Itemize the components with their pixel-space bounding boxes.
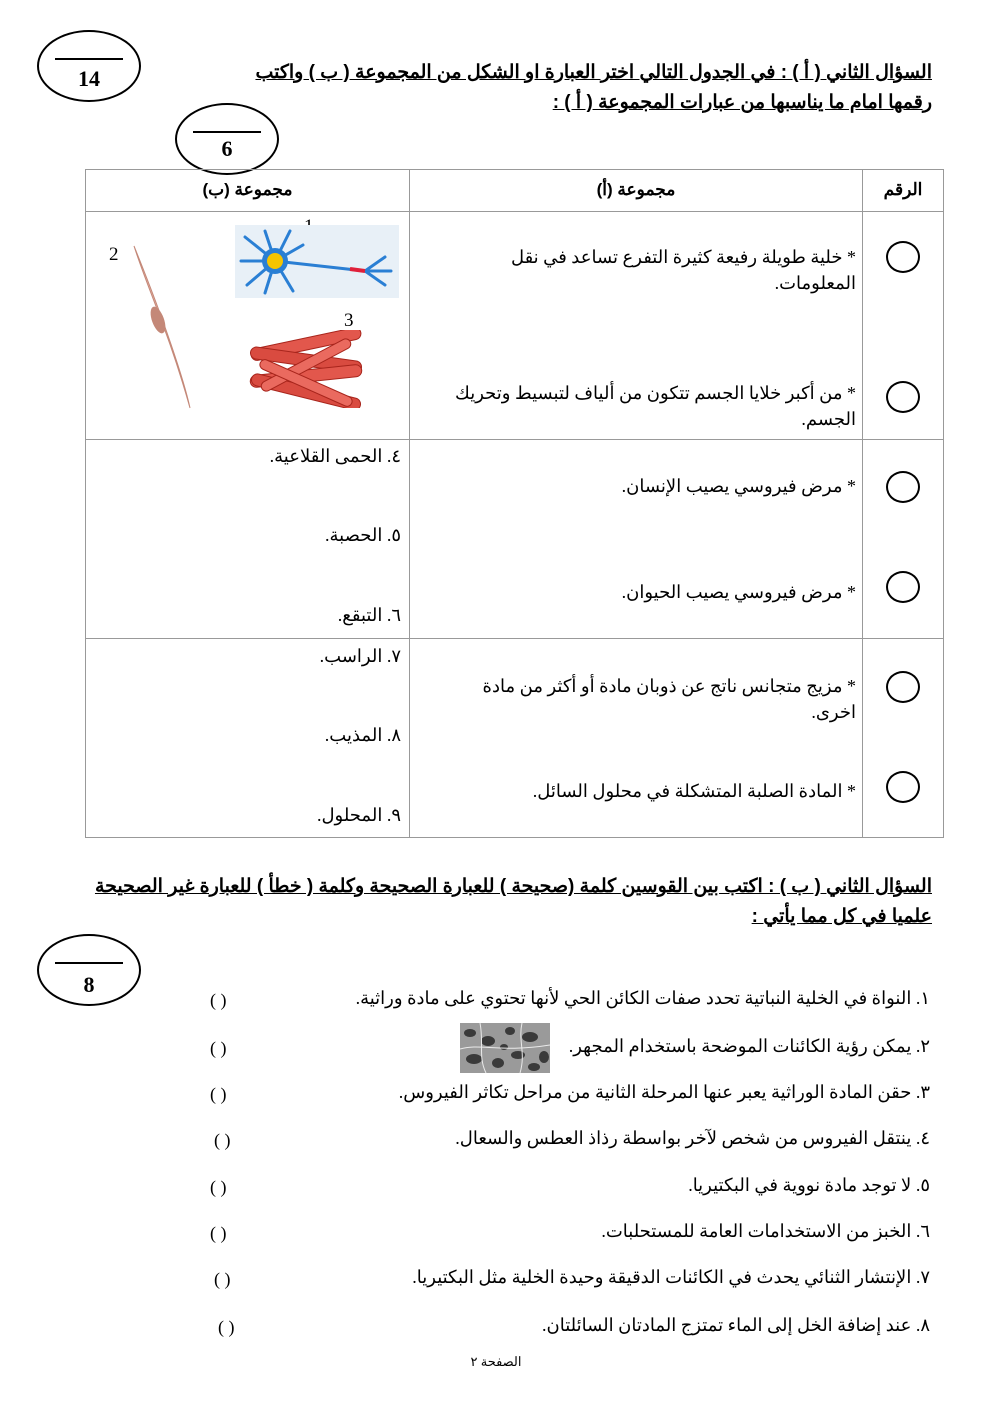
part-a-score: 6 bbox=[221, 136, 233, 161]
statement-3: * مرض فيروسي يصيب الإنسان. bbox=[621, 476, 856, 496]
col-number-header: الرقم bbox=[883, 180, 923, 199]
part-b-score: 8 bbox=[83, 972, 95, 997]
answer-paren-1[interactable]: ( ) bbox=[210, 990, 227, 1010]
tf-item-8: ٨. عند إضافة الخل إلى الماء تمتزج المادتان السائلتان. bbox=[541, 1315, 930, 1335]
total-score-circle bbox=[37, 30, 141, 102]
answer-circle-2[interactable] bbox=[886, 381, 920, 413]
tf-item-1: ١. النواة في الخلية النباتية تحدد صفات الكائن الحي لأنها تحتوي على مادة وراثية. bbox=[355, 988, 930, 1008]
tf-item-3: ٣. حقن المادة الوراثية يعبر عنها المرحلة الثانية من مراحل تكاثر الفيروس. bbox=[398, 1082, 930, 1102]
option-7: ٧. الراسب. bbox=[319, 646, 401, 666]
option-8: ٨. المذيب. bbox=[324, 725, 401, 745]
answer-paren-4[interactable]: ( ) bbox=[214, 1130, 231, 1150]
image-label-2: 2 bbox=[109, 244, 119, 265]
answer-paren-8[interactable]: ( ) bbox=[218, 1317, 235, 1337]
page-number: الصفحة ٢ bbox=[470, 1354, 522, 1369]
part-b-heading-line2: علميا في كل مما يأتي : bbox=[751, 906, 932, 927]
answer-circle-3[interactable] bbox=[886, 471, 920, 503]
muscle-fibers-image bbox=[246, 330, 366, 408]
answer-paren-2[interactable]: ( ) bbox=[210, 1038, 227, 1058]
microorganisms-image bbox=[460, 1023, 550, 1073]
part-a-heading-line1: السؤال الثاني ( أ ) : في الجدول التالي اختر العبارة او الشكل من المجموعة ( ب ) واكتب bbox=[255, 62, 932, 83]
part-a-score-circle bbox=[175, 103, 279, 175]
answer-paren-7[interactable]: ( ) bbox=[214, 1269, 231, 1289]
tf-item-2: ٢. يمكن رؤية الكائنات الموضحة باستخدام المجهر. bbox=[568, 1036, 930, 1056]
tf-item-4: ٤. ينتقل الفيروس من شخص لآخر بواسطة رذاذ العطس والسعال. bbox=[455, 1128, 930, 1148]
tf-item-6: ٦. الخبز من الاستخدامات العامة للمستحلبات. bbox=[601, 1221, 930, 1241]
statement-5: * مزيج متجانس ناتج عن ذوبان مادة أو أكثر من مادة اخرى. bbox=[482, 676, 856, 722]
col-group-a-header: مجموعة (أ) bbox=[596, 180, 676, 199]
statement-6: * المادة الصلبة المتشكلة في محلول السائل. bbox=[532, 781, 856, 801]
image-label-3: 3 bbox=[344, 310, 354, 331]
answer-circle-4[interactable] bbox=[886, 571, 920, 603]
smooth-muscle-cell-image bbox=[128, 240, 198, 416]
part-a-heading-line2: رقمها امام ما يناسبها من عبارات المجموعة ( أ ) : bbox=[552, 92, 932, 113]
answer-paren-6[interactable]: ( ) bbox=[210, 1223, 227, 1243]
statement-1: * خلية طويلة رفيعة كثيرة التفرع تساعد في نقل المعلومات. bbox=[510, 247, 856, 293]
option-4: ٤. الحمى القلاعية. bbox=[269, 446, 401, 466]
neuron-image bbox=[235, 225, 399, 298]
tf-item-7: ٧. الإنتشار الثنائي يحدث في الكائنات الدقيقة وحيدة الخلية مثل البكتيريا. bbox=[412, 1267, 930, 1287]
statement-2: * من أكبر خلايا الجسم تتكون من ألياف لتبسيط وتحريك الجسم. bbox=[455, 383, 856, 429]
statement-4: * مرض فيروسي يصيب الحيوان. bbox=[621, 582, 856, 602]
part-b-score-circle bbox=[37, 934, 141, 1006]
total-score: 14 bbox=[78, 66, 100, 91]
answer-paren-3[interactable]: ( ) bbox=[210, 1084, 227, 1104]
col-group-b-header: مجموعة (ب) bbox=[202, 180, 293, 199]
answer-circle-6[interactable] bbox=[886, 771, 920, 803]
answer-paren-5[interactable]: ( ) bbox=[210, 1177, 227, 1197]
option-6: ٦. التبقع. bbox=[337, 605, 401, 625]
option-9: ٩. المحلول. bbox=[316, 805, 401, 825]
part-b-heading-line1: السؤال الثاني ( ب ) : اكتب بين القوسين كلمة (صحيحة ) للعبارة الصحيحة وكلمة ( خطأ ) للعبارة غير الصحيحة bbox=[94, 876, 932, 897]
answer-circle-5[interactable] bbox=[886, 671, 920, 703]
option-5: ٥. الحصبة. bbox=[325, 525, 401, 545]
answer-circle-1[interactable] bbox=[886, 241, 920, 273]
tf-item-5: ٥. لا توجد مادة نووية في البكتيريا. bbox=[688, 1175, 930, 1195]
